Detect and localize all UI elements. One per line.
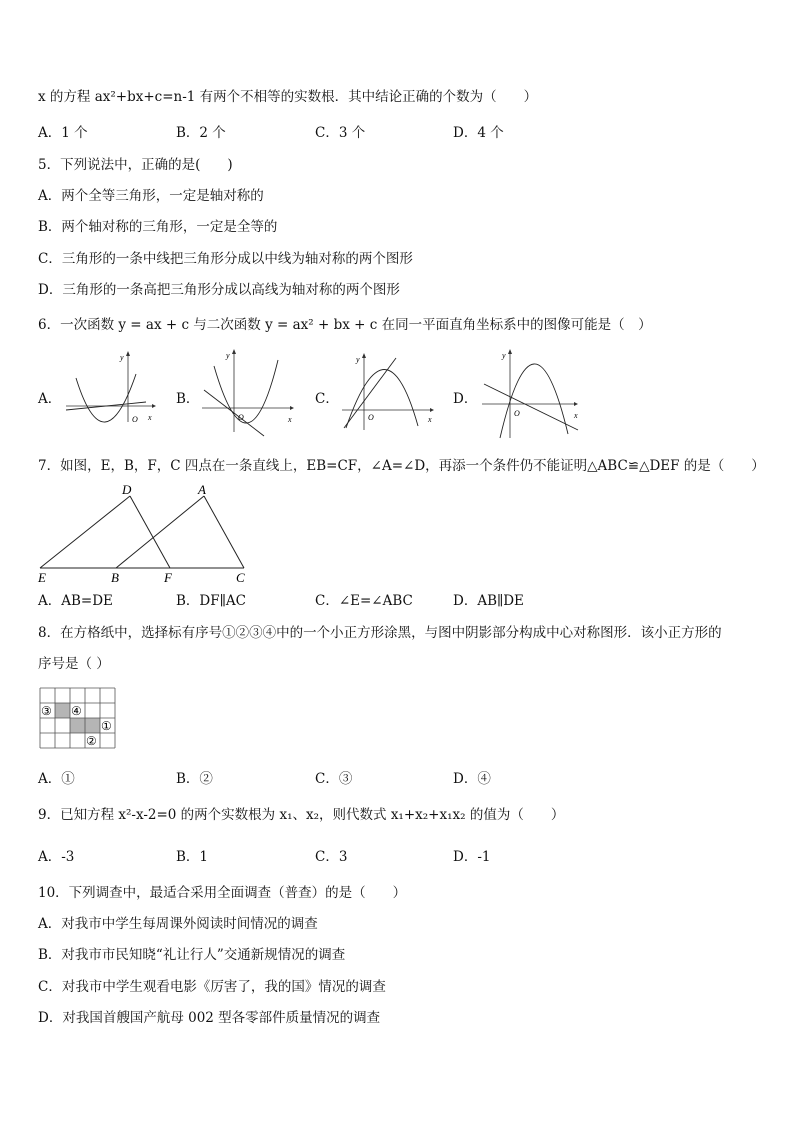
q9-option-d: D．-1	[453, 849, 491, 865]
q10-option-d: D．对我国首艘国产航母 002 型各零部件质量情况的调查	[38, 1010, 381, 1026]
q6-option-b: B．	[176, 391, 200, 407]
q6-graph-c	[338, 352, 438, 434]
q10-option-a: A．对我市中学生每周课外阅读时间情况的调查	[38, 916, 318, 932]
q10-option-c: C．对我市中学生观看电影《厉害了，我的国》情况的调查	[38, 979, 386, 995]
q7-stem: 7．如图，E，B，F，C 四点在一条直线上，EB=CF，∠A=∠D，再添一个条件仍不能证明△ABC≌△DEF 的是（ ）	[38, 458, 765, 474]
q6-option-c: C．	[315, 391, 339, 407]
q5-option-a: A．两个全等三角形，一定是轴对称的	[38, 188, 264, 204]
q6-a-y-label: y	[120, 353, 124, 362]
q4-option-c: C．3 个	[315, 125, 366, 141]
q7-point-c: C	[236, 570, 245, 585]
q6-c-origin: O	[368, 413, 374, 422]
q8-cell-3: ③	[41, 704, 52, 718]
q7-point-d: D	[122, 482, 132, 497]
q6-graph-a	[60, 350, 160, 430]
q10-stem: 10．下列调查中，最适合采用全面调查（普查）的是（ ）	[38, 885, 407, 901]
q4-option-b: B．2 个	[176, 125, 226, 141]
q10-option-b: B．对我市市民知晓“礼让行人”交通新规情况的调查	[38, 947, 346, 963]
q5-option-b: B．两个轴对称的三角形，一定是全等的	[38, 219, 278, 235]
q4-option-a: A．1 个	[38, 125, 88, 141]
q7-triangle-figure	[38, 482, 248, 586]
q8-option-a: A．①	[38, 771, 75, 787]
q6-b-origin: O	[238, 413, 244, 422]
q4-option-d: D．4 个	[453, 125, 504, 141]
q6-a-x-label: x	[148, 413, 152, 422]
q4-stem: x 的方程 ax²+bx+c=n-1 有两个不相等的实数根．其中结论正确的个数为（ ）	[38, 89, 538, 105]
q6-d-origin: O	[514, 409, 520, 418]
q6-graph-d	[478, 348, 584, 440]
q6-a-origin: O	[132, 415, 138, 424]
q6-stem: 6．一次函数 y = ax + c 与二次函数 y = ax² + bx + c 在同一平面直角坐标系中的图像可能是（ ）	[38, 317, 652, 333]
q7-point-f: F	[164, 570, 172, 585]
q9-stem: 9．已知方程 x²-x-2=0 的两个实数根为 x₁、x₂，则代数式 x₁+x₂+x₁x₂ 的值为（ ）	[38, 807, 565, 823]
q6-d-y-label: y	[502, 351, 506, 360]
q7-point-a: A	[198, 482, 206, 497]
q6-b-x-label: x	[288, 415, 292, 424]
q8-grid-figure	[38, 686, 118, 752]
q8-stem-line2: 序号是（ ）	[38, 656, 110, 672]
q6-c-x-label: x	[428, 415, 432, 424]
q7-option-c: C．∠E=∠ABC	[315, 593, 413, 609]
q8-cell-1: ①	[101, 719, 112, 733]
q7-point-b: B	[111, 570, 119, 585]
q6-option-d: D．	[453, 391, 478, 407]
q7-option-b: B．DF∥AC	[176, 593, 246, 609]
q6-c-y-label: y	[356, 355, 360, 364]
q9-option-a: A．-3	[38, 849, 75, 865]
q8-option-c: C．③	[315, 771, 353, 787]
q6-graph-b	[198, 348, 298, 438]
q5-option-c: C．三角形的一条中线把三角形分成以中线为轴对称的两个图形	[38, 251, 413, 267]
q5-option-d: D．三角形的一条高把三角形分成以高线为轴对称的两个图形	[38, 282, 400, 298]
q8-cell-2: ②	[86, 734, 97, 748]
q6-d-x-label: x	[574, 411, 578, 420]
q8-option-b: B．②	[176, 771, 213, 787]
q7-option-a: A．AB=DE	[38, 593, 113, 609]
q8-stem-line1: 8．在方格纸中，选择标有序号①②③④中的一个小正方形涂黑，与图中阴影部分构成中心对称图形．该小正方形的	[38, 625, 722, 641]
q6-option-a: A．	[38, 391, 62, 407]
q5-stem: 5．下列说法中，正确的是( )	[38, 157, 233, 173]
q7-point-e: E	[38, 570, 46, 585]
q7-option-d: D．AB∥DE	[453, 593, 524, 609]
q9-option-c: C．3	[315, 849, 348, 865]
q6-b-y-label: y	[226, 351, 230, 360]
q8-cell-4: ④	[71, 704, 82, 718]
q8-option-d: D．④	[453, 771, 491, 787]
q9-option-b: B．1	[176, 849, 209, 865]
